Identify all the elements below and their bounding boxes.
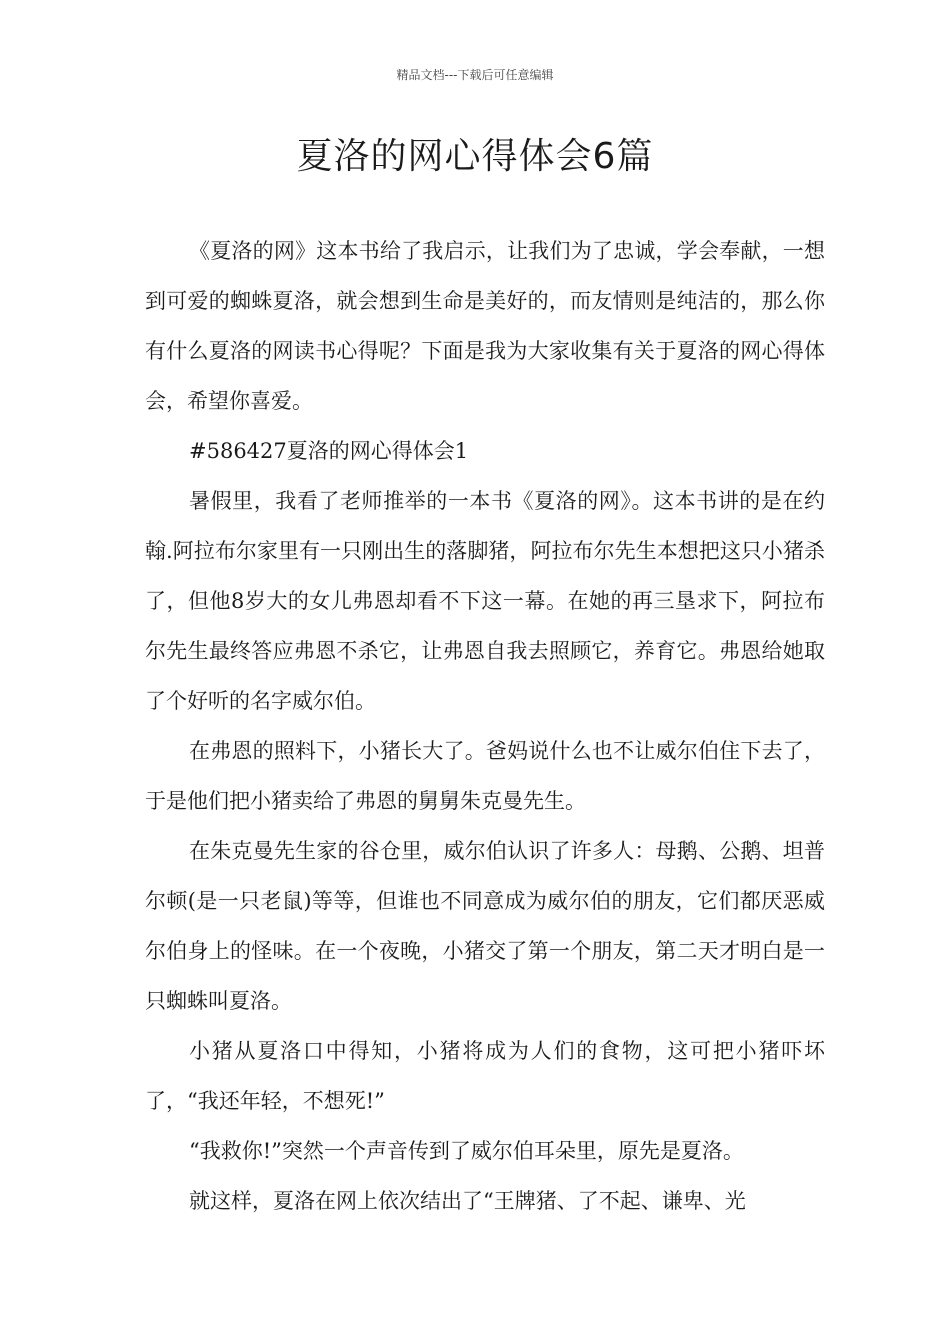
paragraph-section-heading: #586427夏洛的网心得体会1 — [189, 439, 469, 463]
document-body — [145, 226, 825, 1226]
header-note: 精品文档---下载后可任意编辑 — [396, 68, 554, 82]
paragraph-intro: 《夏洛的网》这本书给了我启示，让我们为了忠诚，学会奉献，一想到可爱的蜘蛛夏洛，就会想到生命是美好的，而友情则是纯洁的，那么你有什么夏洛的网读书心得呢？下面是我为大家收集有关于夏洛的网心得体会，希望你喜爱。 — [145, 239, 825, 413]
document-title: 夏洛的网心得体会6篇 — [296, 136, 654, 177]
paragraph: 在弗恩的照料下，小猪长大了。爸妈说什么也不让威尔伯住下去了，于是他们把小猪卖给了弗恩的舅舅朱克曼先生。 — [145, 739, 825, 813]
paragraph: 小猪从夏洛口中得知，小猪将成为人们的食物，这可把小猪吓坏了，“我还年轻，不想死!” — [145, 1039, 825, 1113]
paragraph: 在朱克曼先生家的谷仓里，威尔伯认识了许多人：母鹅、公鹅、坦普尔顿(是一只老鼠)等等，但谁也不同意成为威尔伯的朋友，它们都厌恶威尔伯身上的怪味。在一个夜晚，小猪交了第一个朋友，第二天才明白是一只蜘蛛叫夏洛。 — [145, 839, 825, 1013]
paragraph: 就这样，夏洛在网上依次结出了“王牌猪、了不起、谦卑、光 — [189, 1189, 746, 1213]
paragraph: “我救你!”突然一个声音传到了威尔伯耳朵里，原先是夏洛。 — [189, 1139, 744, 1163]
paragraph: 暑假里，我看了老师推举的一本书《夏洛的网》。这本书讲的是在约翰.阿拉布尔家里有一只刚出生的落脚猪，阿拉布尔先生本想把这只小猪杀了，但他8岁大的女儿弗恩却看不下这一幕。在她的再三垦求下，阿拉布尔先生最终答应弗恩不杀它，让弗恩自我去照顾它，养育它。弗恩给她取了个好听的名字威尔伯。 — [145, 489, 825, 713]
